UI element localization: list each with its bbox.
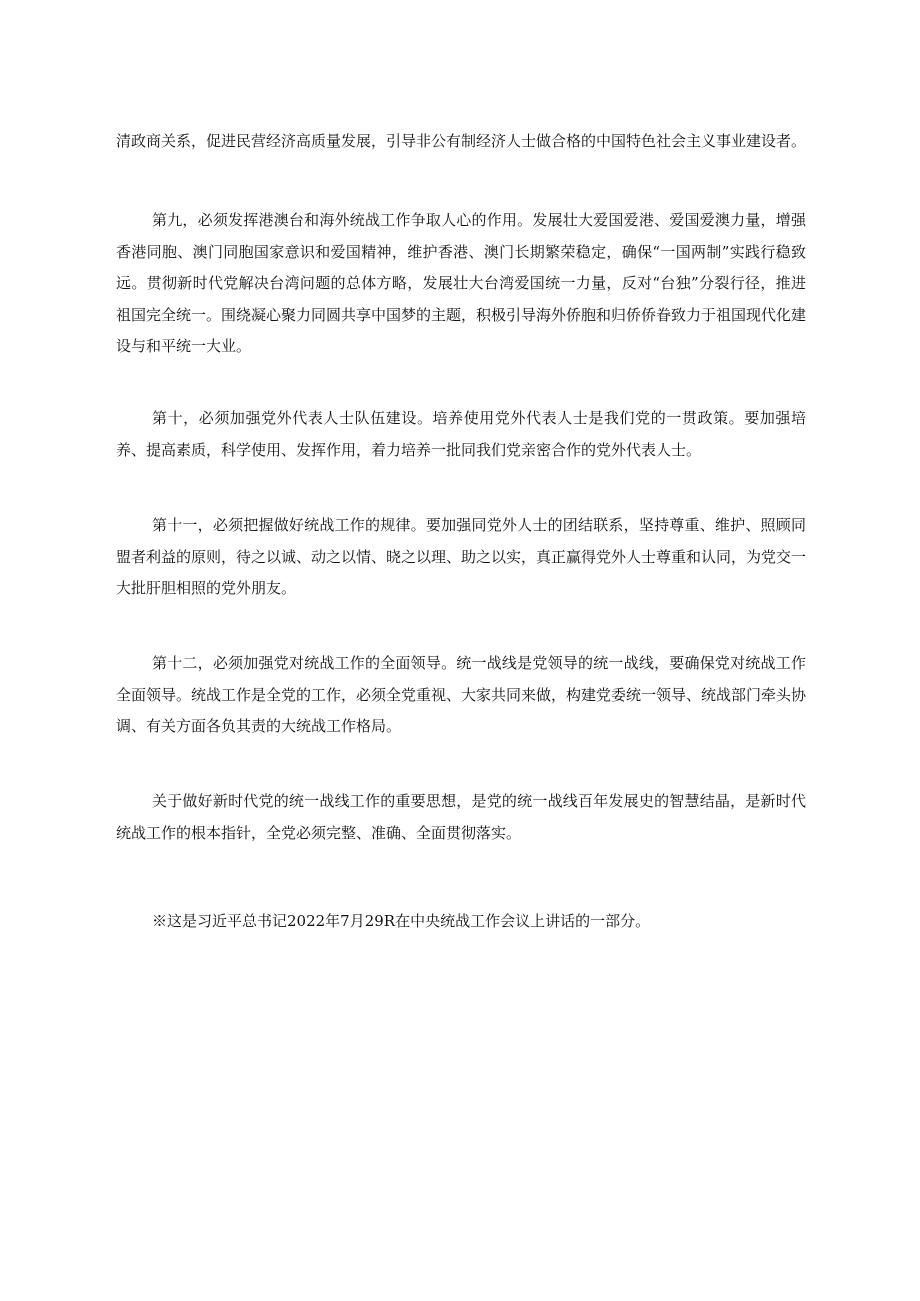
paragraph-conclusion: 关于做好新时代党的统一战线工作的重要思想，是党的统一战线百年发展史的智慧结晶，是新时代统战工作的根本指针，全党必须完整、准确、全面贯彻落实。 <box>116 792 806 842</box>
paragraph-twelfth-point: 第十二，必须加强党对统战工作的全面领导。统一战线是党领导的统一战线，要确保党对统战工作全面领导。统战工作是全党的工作，必须全党重视、大家共同来做，构建党委统一领导、统战部门牵头协调、有关方面各负其责的大统战工作格局。 <box>116 654 807 735</box>
paragraph-tenth-point: 第十，必须加强党外代表人士队伍建设。培养使用党外代表人士是我们党的一贯政策。要加强培养、提高素质，科学使用、发挥作用，着力培养一批同我们党亲密合作的党外代表人士。 <box>116 409 806 459</box>
paragraph-eleventh-point: 第十一，必须把握做好统战工作的规律。要加强同党外人士的团结联系，坚持尊重、维护、照顾同盟者利益的原则，待之以诚、动之以情、晓之以理、助之以实，真正赢得党外人士尊重和认同，为党交一大批肝胆相照的党外朋友。 <box>116 516 807 597</box>
paragraph-ninth-point: 第九，必须发挥港澳台和海外统战工作争取人心的作用。发展壮大爱国爱港、爱国爱澳力量，增强香港同胞、澳门同胞国家意识和爱国精神，维护香港、澳门长期繁荣稳定，确保“一国两制”实践行稳致远。贯彻新时代党解决台湾问题的总体方略，发展壮大台湾爱国统一力量，反对“台独”分裂行径，推进祖国完全统一。围绕凝心聚力同圆共享中国梦的主题，积极引导海外侨胞和归侨侨眷致力于祖国现代化建设与和平统一大业。 <box>116 211 807 355</box>
paragraph-source-note: ※这是习近平总书记2022年7月29R在中央统战工作会议上讲话的一部分。 <box>152 912 651 930</box>
paragraph-continuation: 清政商关系，促进民营经济高质量发展，引导非公有制经济人士做合格的中国特色社会主义事业建设者。 <box>116 132 807 150</box>
